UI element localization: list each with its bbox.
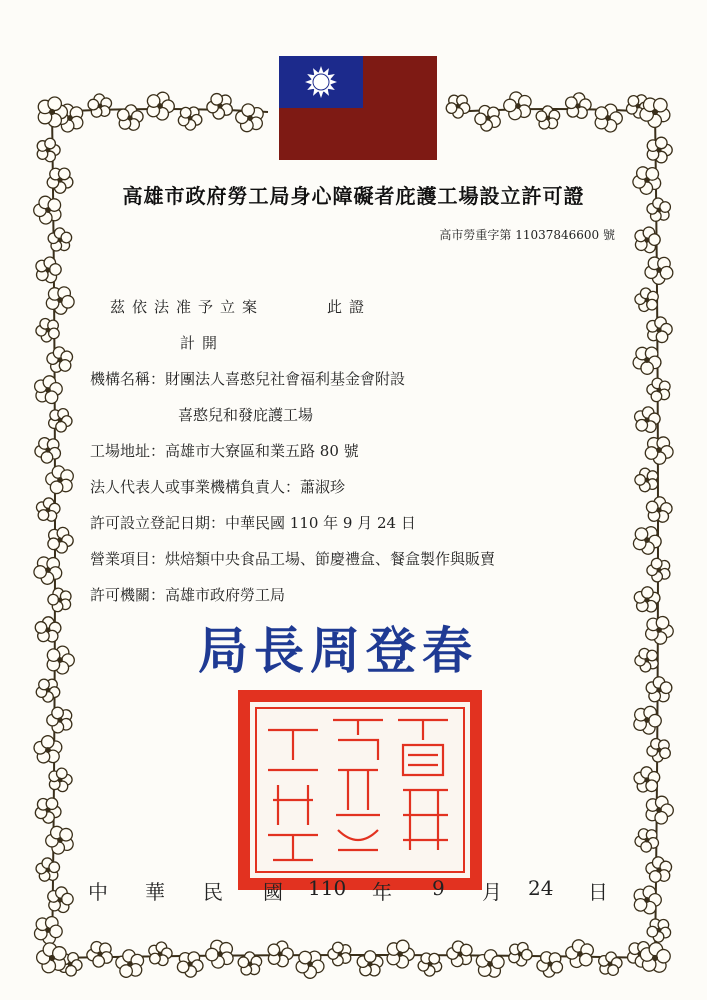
blossom xyxy=(44,464,74,495)
representative: 法人代表人或事業機構負責人：蕭淑珍 xyxy=(90,478,346,496)
blossom xyxy=(113,948,145,980)
svg-text:局長周登春: 局長周登春 xyxy=(198,621,478,680)
serial-number: 高市勞重字第 11037846600 號 xyxy=(439,228,615,242)
blossom xyxy=(646,377,670,402)
blossom xyxy=(29,551,67,589)
blossom xyxy=(43,642,78,677)
registration-date: 許可設立登記日期：中華民國 110 年 9 月 24 日 xyxy=(90,514,416,532)
blossom xyxy=(645,737,672,764)
blossom xyxy=(631,704,664,737)
blossom xyxy=(143,88,178,123)
blossom xyxy=(643,553,676,586)
date-char: 國 xyxy=(263,880,283,904)
date-day: 24 xyxy=(528,876,554,900)
blossom xyxy=(31,732,66,767)
blossom xyxy=(291,944,329,982)
blossom xyxy=(472,946,510,984)
blossom xyxy=(37,138,60,162)
blossom xyxy=(561,936,598,973)
blossom xyxy=(387,940,415,969)
blossom xyxy=(44,224,77,257)
date-char: 中 xyxy=(88,880,108,904)
org-name-cont: 喜憨兒和發庇護工場 xyxy=(178,406,314,424)
blossom xyxy=(32,254,65,287)
blossom xyxy=(264,938,296,969)
blossom xyxy=(32,915,63,946)
blossom xyxy=(644,614,675,645)
preamble-end: 此證 xyxy=(327,298,372,316)
blossom xyxy=(45,286,75,315)
blossom xyxy=(643,855,673,885)
blossom xyxy=(203,88,239,124)
blossom xyxy=(202,936,238,972)
preamble: 茲依法准予立案 xyxy=(110,298,265,316)
blossom xyxy=(645,496,673,524)
blossom xyxy=(87,93,113,118)
blossom xyxy=(564,91,593,119)
blossom xyxy=(172,946,208,982)
blossom xyxy=(49,768,73,793)
roc-flag xyxy=(279,56,437,160)
blossom xyxy=(631,224,664,257)
blossom xyxy=(43,702,78,738)
date-year: 110 xyxy=(308,876,347,900)
blossom xyxy=(629,521,666,558)
blossom xyxy=(85,940,113,969)
list-label: 計開 xyxy=(180,334,225,352)
blossom xyxy=(627,880,665,918)
business-items: 營業項目：烘焙類中央食品工場、節慶禮盒、餐盒製作與販賣 xyxy=(90,550,496,568)
blossom xyxy=(42,822,80,860)
date-char: 華 xyxy=(145,880,165,904)
blossom xyxy=(647,137,672,163)
blossom xyxy=(416,949,446,979)
blossom xyxy=(593,948,626,981)
blossom xyxy=(116,103,145,131)
blossom xyxy=(46,585,75,613)
document-title: 高雄市政府勞工局身心障礙者庇護工場設立許可證 xyxy=(122,184,585,208)
blossom xyxy=(629,763,664,798)
blossom xyxy=(32,673,64,705)
blossom xyxy=(28,371,67,410)
blossom xyxy=(506,941,534,968)
blossom xyxy=(501,89,535,122)
blossom xyxy=(42,522,78,558)
blossom xyxy=(355,948,386,980)
blossom xyxy=(642,673,677,708)
blossom xyxy=(35,616,62,642)
blossom xyxy=(232,99,270,137)
blossom xyxy=(536,951,565,979)
blossom xyxy=(641,313,677,349)
blossom xyxy=(639,791,677,829)
official-seal xyxy=(238,690,482,890)
blossom xyxy=(44,405,75,436)
blossom xyxy=(643,914,675,946)
date-char: 民 xyxy=(203,880,223,904)
date-char: 日 xyxy=(588,880,608,904)
blossom xyxy=(471,101,505,134)
factory-address: 工場地址：高雄市大寮區和業五路 80 號 xyxy=(90,442,359,460)
org-name: 機構名稱：財團法人喜憨兒社會福利基金會附設 xyxy=(90,370,406,388)
blossom xyxy=(32,494,62,525)
blossom xyxy=(33,435,62,465)
blossom xyxy=(42,343,77,377)
blossom xyxy=(645,257,674,285)
date-month: 9 xyxy=(432,876,445,900)
blossom xyxy=(591,100,626,135)
blossom xyxy=(144,938,176,970)
blossom xyxy=(441,89,473,121)
blossom xyxy=(43,884,77,917)
issuing-authority: 許可機關：高雄市政府勞工局 xyxy=(90,586,286,604)
date-char: 年 xyxy=(372,880,392,904)
blossom xyxy=(34,317,62,344)
blossom xyxy=(32,854,65,887)
blossom xyxy=(33,795,63,826)
blossom xyxy=(174,101,206,133)
blossom xyxy=(324,937,356,969)
director-signature xyxy=(118,614,558,684)
date-char: 月 xyxy=(482,880,502,904)
